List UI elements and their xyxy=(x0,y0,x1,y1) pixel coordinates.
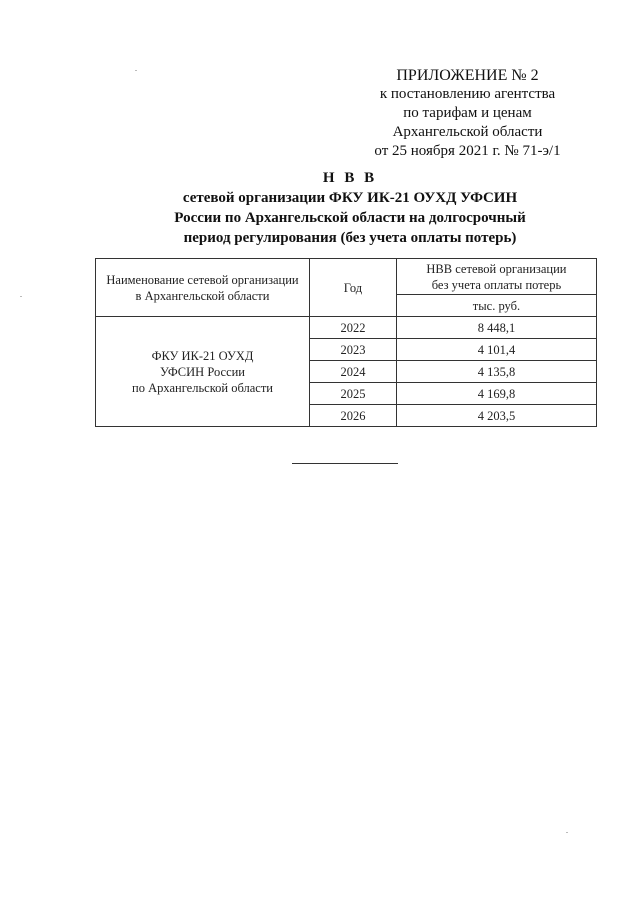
header-nvv xyxy=(396,259,596,295)
organization-name-line: по Архангельской области xyxy=(132,380,273,395)
header-text: НВВ сетевой организации xyxy=(426,261,567,276)
appendix-number: ПРИЛОЖЕНИЕ № 2 xyxy=(396,67,539,84)
value-cell: 4 135,8 xyxy=(396,361,596,383)
header-text: в Архангельской области xyxy=(135,288,270,303)
header-text: Наименование сетевой организации xyxy=(106,272,299,287)
title-line: период регулирования (без учета оплаты потерь) xyxy=(183,230,517,246)
year-cell: 2023 xyxy=(310,339,397,361)
organization-name-line: ФКУ ИК-21 ОУХД xyxy=(151,348,254,363)
appendix-date-line: от 25 ноября 2021 г. № 71-э/1 xyxy=(374,143,561,159)
nvv-table xyxy=(95,258,597,427)
document-title xyxy=(100,168,600,248)
scan-speck xyxy=(135,70,137,71)
value-cell: 4 101,4 xyxy=(396,339,596,361)
year-cell: 2022 xyxy=(310,317,397,339)
table-row xyxy=(96,317,597,339)
value-cell: 8 448,1 xyxy=(396,317,596,339)
appendix-line: по тарифам и ценам xyxy=(403,105,532,121)
year-cell: 2024 xyxy=(310,361,397,383)
title-line: России по Архангельской области на долгосрочный xyxy=(174,210,526,226)
value-cell: 4 169,8 xyxy=(396,383,596,405)
organization-name-cell xyxy=(96,317,310,427)
header-unit: тыс. руб. xyxy=(396,295,596,317)
appendix-line: к постановлению агентства xyxy=(379,86,556,102)
appendix-reference xyxy=(360,66,575,161)
appendix-line: Архангельской области xyxy=(392,124,543,140)
header-year: Год xyxy=(310,259,397,317)
scan-speck xyxy=(20,296,22,297)
title-heading: Н В В xyxy=(322,170,378,186)
scan-speck xyxy=(566,832,568,833)
header-text: без учета оплаты потерь xyxy=(431,277,562,292)
header-organization-name xyxy=(96,259,310,317)
value-cell: 4 203,5 xyxy=(396,405,596,427)
year-cell: 2026 xyxy=(310,405,397,427)
closing-rule xyxy=(292,463,398,464)
organization-name-line: УФСИН России xyxy=(160,364,245,379)
title-line: сетевой организации ФКУ ИК-21 ОУХД УФСИН xyxy=(182,190,518,206)
table-header-row xyxy=(96,259,597,295)
year-cell: 2025 xyxy=(310,383,397,405)
